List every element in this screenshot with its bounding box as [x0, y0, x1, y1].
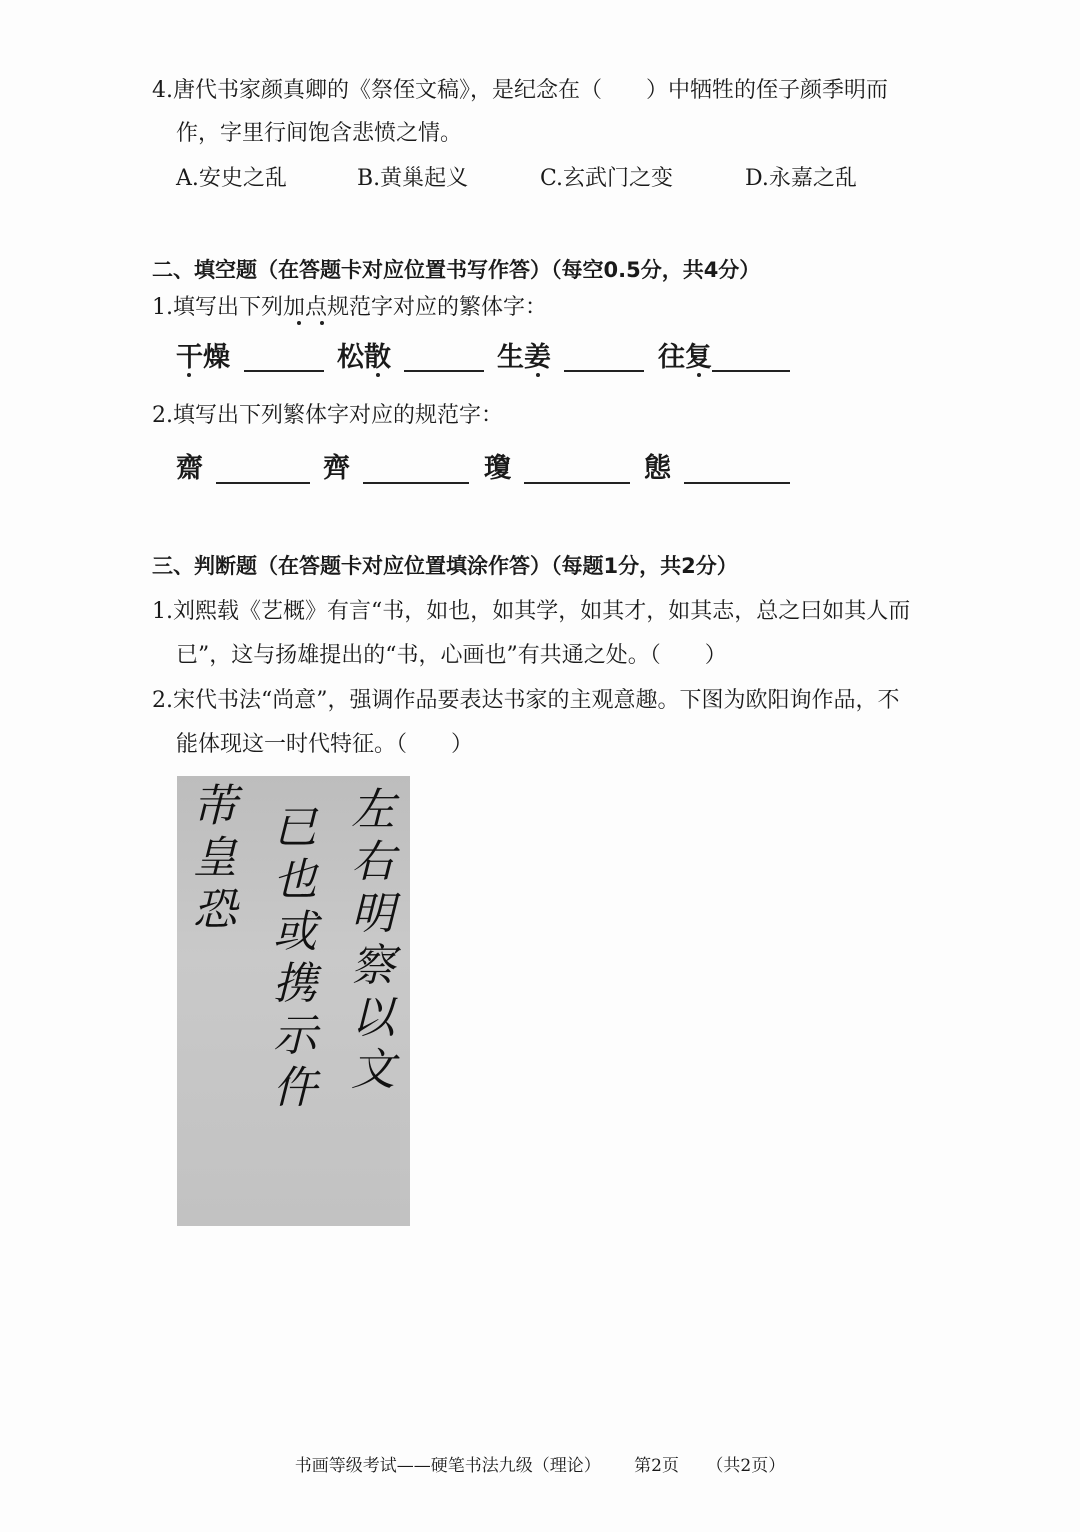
footer-page-number: 第2页 — [634, 1456, 679, 1476]
option-c: C.玄武门之变 — [540, 166, 674, 191]
emphasis-dot — [376, 373, 380, 377]
question-4-line-1: 4.唐代书家颜真卿的《祭侄文稿》，是纪念在（ ）中牺牲的侄子颜季明而 — [152, 78, 888, 103]
answer-blank — [564, 370, 644, 372]
fill-word-2: 松散 — [337, 342, 391, 373]
fill-trad-1: 齋 — [176, 453, 203, 484]
answer-blank — [712, 370, 790, 372]
option-b: B.黄巢起义 — [357, 166, 469, 191]
section-2-heading: 二、填空题（在答题卡对应位置书写作答）（每空0.5分，共4分） — [152, 258, 761, 282]
section-3-q1-line-2: 已”，这与扬雄提出的“书，心画也”有共通之处。（ ） — [176, 643, 727, 668]
calligraphy-image — [177, 776, 410, 1226]
option-a: A.安史之乱 — [176, 166, 287, 191]
emphasis-dot — [536, 373, 540, 377]
emphasis-dot — [320, 321, 324, 325]
answer-blank — [363, 482, 469, 484]
section-3-q2-line-2: 能体现这一时代特征。（ ） — [176, 732, 474, 757]
fill-word-3: 生姜 — [497, 342, 551, 373]
answer-blank — [216, 482, 310, 484]
section-3-q2-line-1: 2.宋代书法“尚意”，强调作品要表达书家的主观意趣。下图为欧阳询作品，不 — [152, 688, 900, 713]
emphasis-dot — [297, 321, 301, 325]
fill-trad-4: 態 — [644, 453, 671, 484]
calligraphy-column-2: 已也或携示仵 — [265, 804, 316, 1116]
section-3-q1-line-1: 1.刘熙载《艺概》有言“书，如也，如其学，如其才，如其志，总之曰如其人而 — [152, 599, 911, 624]
fill-word-4: 往复 — [658, 342, 712, 373]
page-footer — [0, 1454, 1080, 1478]
emphasis-dot — [697, 373, 701, 377]
answer-blank — [684, 482, 790, 484]
answer-blank — [404, 370, 484, 372]
calligraphy-column-3: 芾皇恐 — [185, 782, 236, 938]
emphasis-dot — [187, 373, 191, 377]
answer-blank — [244, 370, 324, 372]
section-2-q2-text: 2.填写出下列繁体字对应的规范字： — [152, 403, 503, 428]
footer-total-pages: （共2页） — [706, 1456, 786, 1476]
footer-exam-title: 书画等级考试——硬笔书法九级（理论） — [294, 1456, 601, 1476]
fill-trad-3: 瓊 — [484, 453, 511, 484]
section-2-q1-text: 1.填写出下列加点规范字对应的繁体字： — [152, 295, 547, 320]
section-3-heading: 三、判断题（在答题卡对应位置填涂作答）（每题1分，共2分） — [152, 554, 738, 578]
fill-word-1: 干燥 — [176, 342, 230, 373]
fill-trad-2: 齊 — [323, 453, 350, 484]
answer-blank — [524, 482, 630, 484]
question-4-line-2: 作，字里行间饱含悲愤之情。 — [176, 121, 463, 146]
calligraphy-column-1: 左右明察以文 — [343, 786, 394, 1098]
option-d: D.永嘉之乱 — [745, 166, 857, 191]
